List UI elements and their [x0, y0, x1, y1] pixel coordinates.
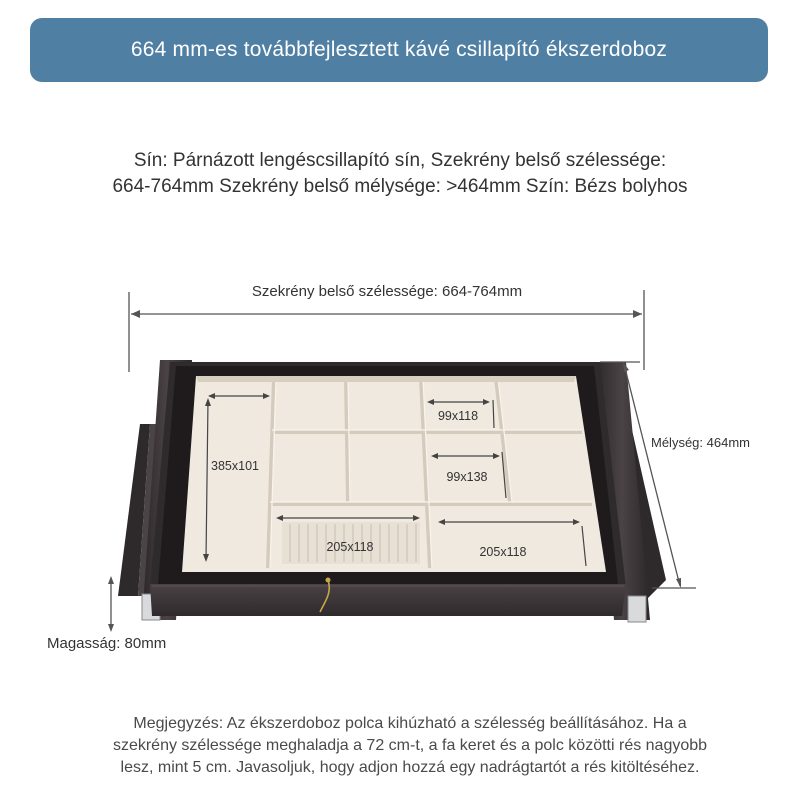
compartment-label-top-right: 99x118	[437, 409, 479, 423]
drawer-front	[150, 584, 626, 616]
width-label: Szekrény belső szélessége: 664-764mm	[251, 283, 523, 300]
page-title: 664 mm-es továbbfejlesztett kávé csillapító ékszerdoboz	[130, 38, 668, 61]
compartment-label-bottom-left: 205x118	[326, 540, 374, 554]
height-label: Magasság: 80mm	[47, 635, 167, 652]
note-line-3: lesz, mint 5 cm. Javasoljuk, hogy adjon hozzá egy nadrágtartót a rés kitöltéséhez.	[120, 759, 700, 776]
compartment-label-left: 385x101	[211, 459, 259, 473]
note-line-1: Megjegyzés: Az ékszerdoboz polca kihúzható a szélesség beállításához. Ha a	[133, 715, 687, 732]
compartment-label-middle-right: 99x138	[446, 470, 488, 484]
spec-line-1: Sín: Párnázott lengéscsillapító sín, Szekrény belső szélessége:	[133, 150, 667, 171]
width-dimension	[129, 283, 644, 372]
compartment-label-bottom-right: 205x118	[479, 545, 527, 559]
spec-line-2: 664-764mm Szekrény belső mélysége: >464mm Szín: Bézs bolyhos	[112, 176, 688, 197]
note-text	[60, 713, 760, 779]
depth-label: Mélység: 464mm	[651, 435, 750, 450]
note-line-2: szekrény szélessége meghaladja a 72 cm-t, a fa keret és a polc közötti rés nagyobb	[112, 737, 708, 754]
